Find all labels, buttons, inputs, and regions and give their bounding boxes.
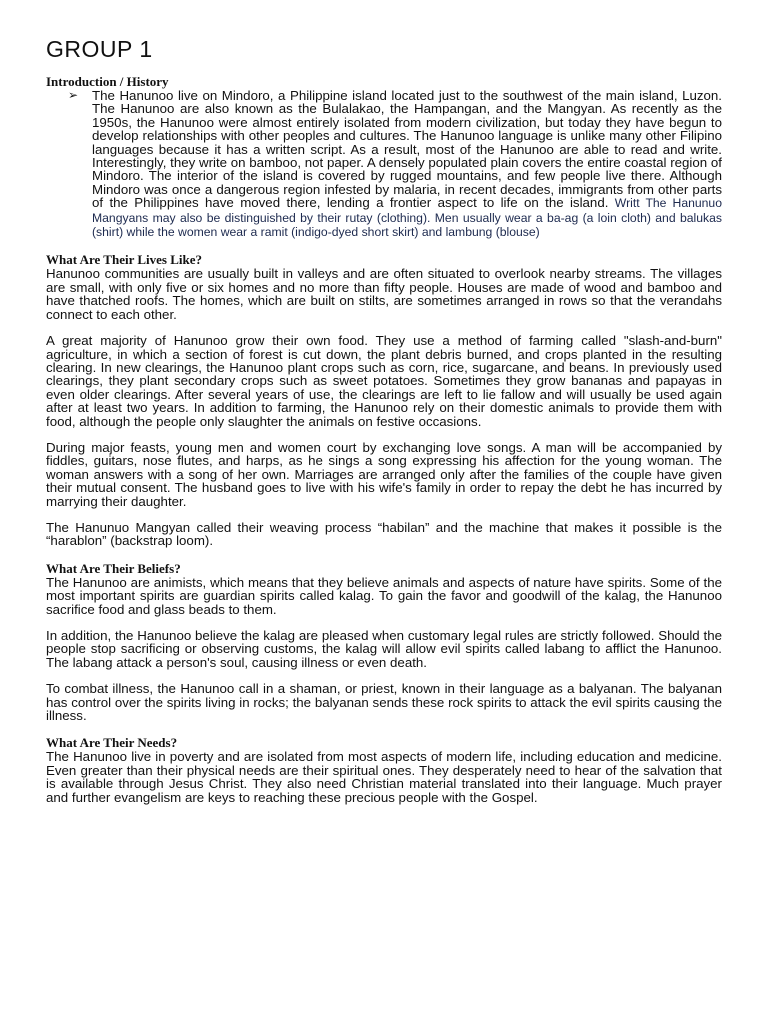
section-heading-introduction: Introduction / History (46, 74, 169, 89)
intro-main-text: The Hanunoo live on Mindoro, a Philippine island located just to the southwest of the main island, Luzon. The Hanunoo are also known as the Bulalakao, the Hampangan, and the Mangyan. As recently as the 1950s, the Hanunoo were almost entirely isolated from modern civilization, but today they have begun to develop relationships with other peoples and cultures. The Hanunoo language is unlike many other Filipino languages because it has a written script. As a result, most of the Hanunoo are able to read and write. Interestingly, they write on bamboo, not paper. A densely populated plain covers the entire coastal region of Mindoro. The interior of the island is covered by rugged mountains, and few people live there. Although Mindoro was once a dangerous region infested by malaria, in recent decades, immigrants from other parts of the Philippines have moved there, lending a frontier aspect to life on the island. (92, 88, 722, 211)
section-heading-beliefs: What Are Their Beliefs? (46, 560, 181, 576)
intro-clothing-note: Writt The Hanunuo Mangyans may also be distinguished by their rutay (clothing). Men usually wear a ba-ag (a loin cloth) and balukas (shirt) while the women wear a ramit (indigo-dyed short skirt) and lambung (blouse) (92, 196, 722, 240)
beliefs-paragraph-2: In addition, the Hanunoo believe the kalag are pleased when customary legal rules are strictly followed. Should the people stop sacrificing or observing customs, the kalag will allow evil spirits called labang to afflict the Hanunoo. The labang attack a person's soul, causing illness or even death. (46, 628, 722, 670)
arrow-bullet-icon: ➢ (68, 88, 79, 102)
beliefs-paragraph-3: To combat illness, the Hanunoo call in a shaman, or priest, known in their language as a balyanan. The balyanan has control over the spirits living in rocks; the balyanan sends these rock spirits to attack the evil spirits causing the illness. (46, 681, 722, 724)
lives-paragraph-3: During major feasts, young men and women court by exchanging love songs. A man will be accompanied by fiddles, guitars, nose flutes, and harps, as he sings a song expressing his affection for the young woman. The woman answers with a song of her own. Marriages are arranged only after the families of the couple have given their mutual consent. The husband goes to live with his wife's family in order to repay the debt he has incurred by marrying their daughter. (46, 439, 722, 509)
section-heading-lives: What Are Their Lives Like? (46, 252, 203, 268)
lives-paragraph-4: The Hanunuo Mangyan called their weaving process “habilan” and the machine that makes it possible is the “harablon” (backstrap loom). (46, 519, 722, 549)
intro-paragraph (92, 89, 722, 239)
intro-bullet-item (46, 89, 722, 239)
document-title: GROUP 1 (46, 36, 153, 62)
section-heading-needs: What Are Their Needs? (46, 735, 178, 751)
beliefs-paragraph-1: The Hanunoo are animists, which means that they believe animals and aspects of nature have spirits. Some of the most important spirits are guardian spirits called kalag. To gain the favor and goodwill of the kalag, the Hanunoo sacrifice food and glass beads to them. (46, 574, 722, 617)
lives-paragraph-2: A great majority of Hanunoo grow their own food. They use a method of farming called "slash-and-burn" agriculture, in which a section of forest is cut down, the plant debris burned, and crops planted in the resulting clearing. In new clearings, the Hanunoo plant crops such as corn, rice, sugarcane, and beans. In previously used clearings, they plant secondary crops such as sweet potatoes. Sometimes they grow bananas and papayas in even older clearings. After several years of use, the clearings are left to lie fallow and will usually be used again after at least two years. In addition to farming, the Hanunoo rely on their domestic animals to provide them with food, although the people only slaughter the animals on festive occasions. (46, 333, 722, 429)
needs-paragraph-1: The Hanunoo live in poverty and are isolated from most aspects of modern life, including education and medicine. Even greater than their physical needs are their spiritual ones. They desperately need to hear of the salvation that is available through Jesus Christ. They also need Christian material translated into their language. Much prayer and further evangelism are keys to reaching these precious people with the Gospel. (46, 749, 722, 805)
lives-paragraph-1: Hanunoo communities are usually built in valleys and are often situated to overlook nearby streams. The villages are small, with only five or six homes and no more than fifty people. Houses are made of wood and bamboo and have thatched roofs. The homes, which are built on stilts, are sometimes arranged in rows so that the verandahs connect to each other. (46, 266, 722, 322)
